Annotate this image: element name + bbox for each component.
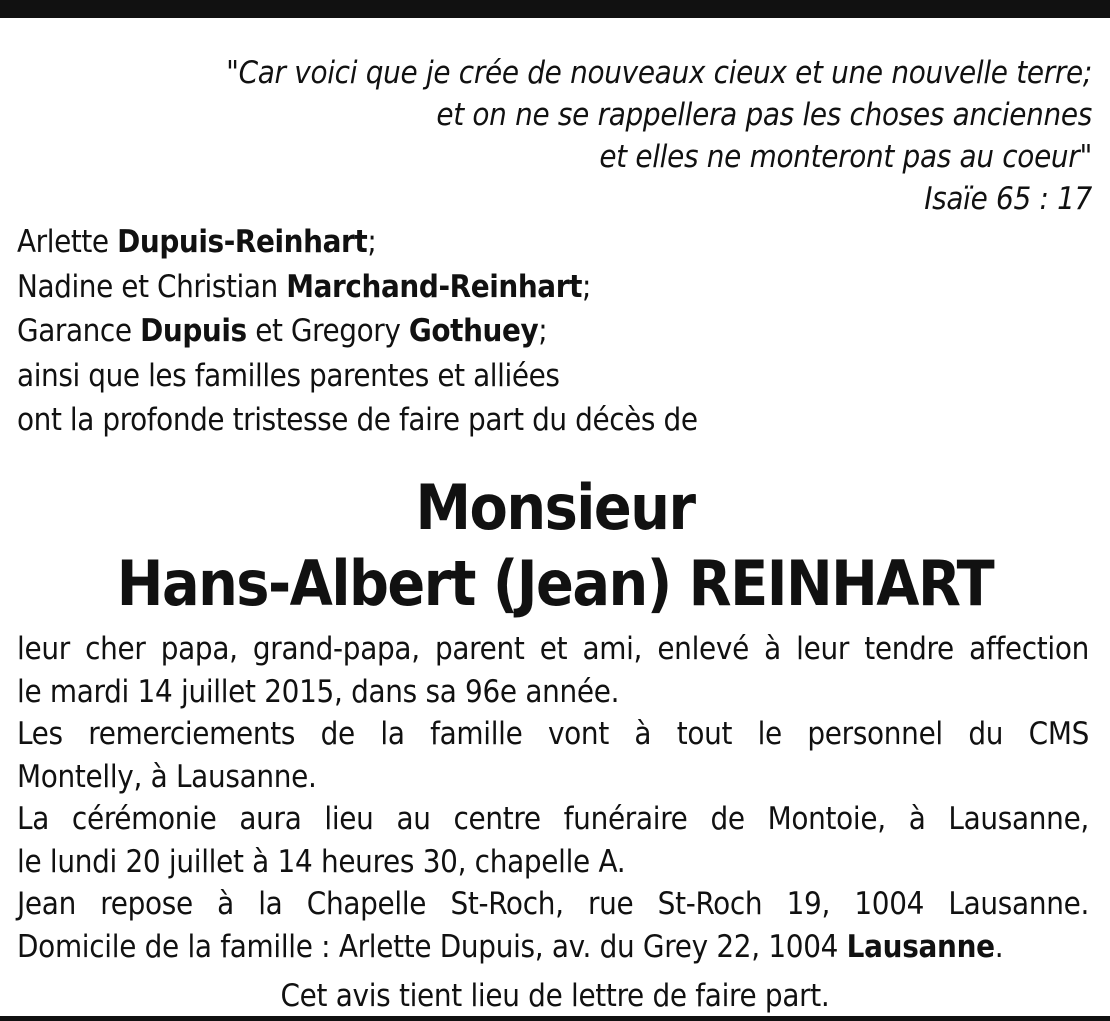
family-last-name: Dupuis-Reinhart	[117, 224, 368, 260]
announcement-body	[17, 628, 1089, 968]
family-first-name: et Gregory	[255, 313, 401, 349]
bottom-rule	[0, 1016, 1110, 1021]
family-punct: ;	[538, 313, 548, 349]
quote-line-1: "Car voici que je crée de nouveaux cieux et une nouvelle terre;	[226, 55, 1092, 91]
domicile-city: Lausanne	[846, 928, 995, 965]
body-line-domicile	[17, 926, 1089, 969]
family-last-name: Dupuis	[140, 313, 247, 349]
family-last-name: Marchand-Reinhart	[286, 268, 583, 305]
body-line: Montelly, à Lausanne.	[17, 758, 317, 795]
bible-quote	[32, 52, 1092, 220]
family-line-1	[17, 220, 1087, 265]
deceased-name-block	[0, 470, 1110, 622]
top-rule	[0, 0, 1110, 18]
quote-line-3: et elles ne monteront pas au coeur"	[599, 139, 1092, 175]
family-line-2	[17, 265, 1087, 310]
body-line: le lundi 20 juillet à 14 heures 30, chapelle A.	[17, 843, 626, 880]
family-line-4: ainsi que les familles parentes et alliées	[17, 357, 560, 394]
family-last-name: Gothuey	[408, 313, 539, 349]
family-first-name: Nadine et Christian	[17, 268, 278, 305]
closing-note: Cet avis tient lieu de lettre de faire part.	[280, 978, 830, 1014]
family-line-3	[17, 309, 1087, 354]
family-first-name: Arlette	[17, 224, 109, 260]
body-line: leur cher papa, grand-papa, parent et ami, enlevé à leur tendre affection	[17, 631, 1089, 667]
body-line: Les remerciements de la famille vont à tout le personnel du CMS	[17, 716, 1089, 752]
domicile-punct: .	[994, 928, 1004, 965]
body-line: le mardi 14 juillet 2015, dans sa 96e année.	[17, 673, 620, 710]
family-first-name: Garance	[17, 313, 132, 349]
family-punct: ;	[367, 224, 377, 260]
deceased-title: Monsieur	[415, 471, 695, 544]
deceased-name: Hans-Albert (Jean) REINHART	[116, 547, 994, 620]
family-punct: ;	[582, 268, 592, 305]
family-line-5: ont la profonde tristesse de faire part du décès de	[17, 402, 698, 438]
quote-reference: Isaïe 65 : 17	[924, 181, 1092, 217]
domicile-address: Domicile de la famille : Arlette Dupuis, av. du Grey 22, 1004	[17, 928, 839, 965]
body-line: La cérémonie aura lieu au centre funéraire de Montoie, à Lausanne,	[17, 801, 1089, 837]
body-line: Jean repose à la Chapelle St-Roch, rue St-Roch 19, 1004 Lausanne.	[17, 886, 1089, 922]
family-list	[17, 220, 1087, 443]
quote-line-2: et on ne se rappellera pas les choses anciennes	[436, 97, 1092, 133]
